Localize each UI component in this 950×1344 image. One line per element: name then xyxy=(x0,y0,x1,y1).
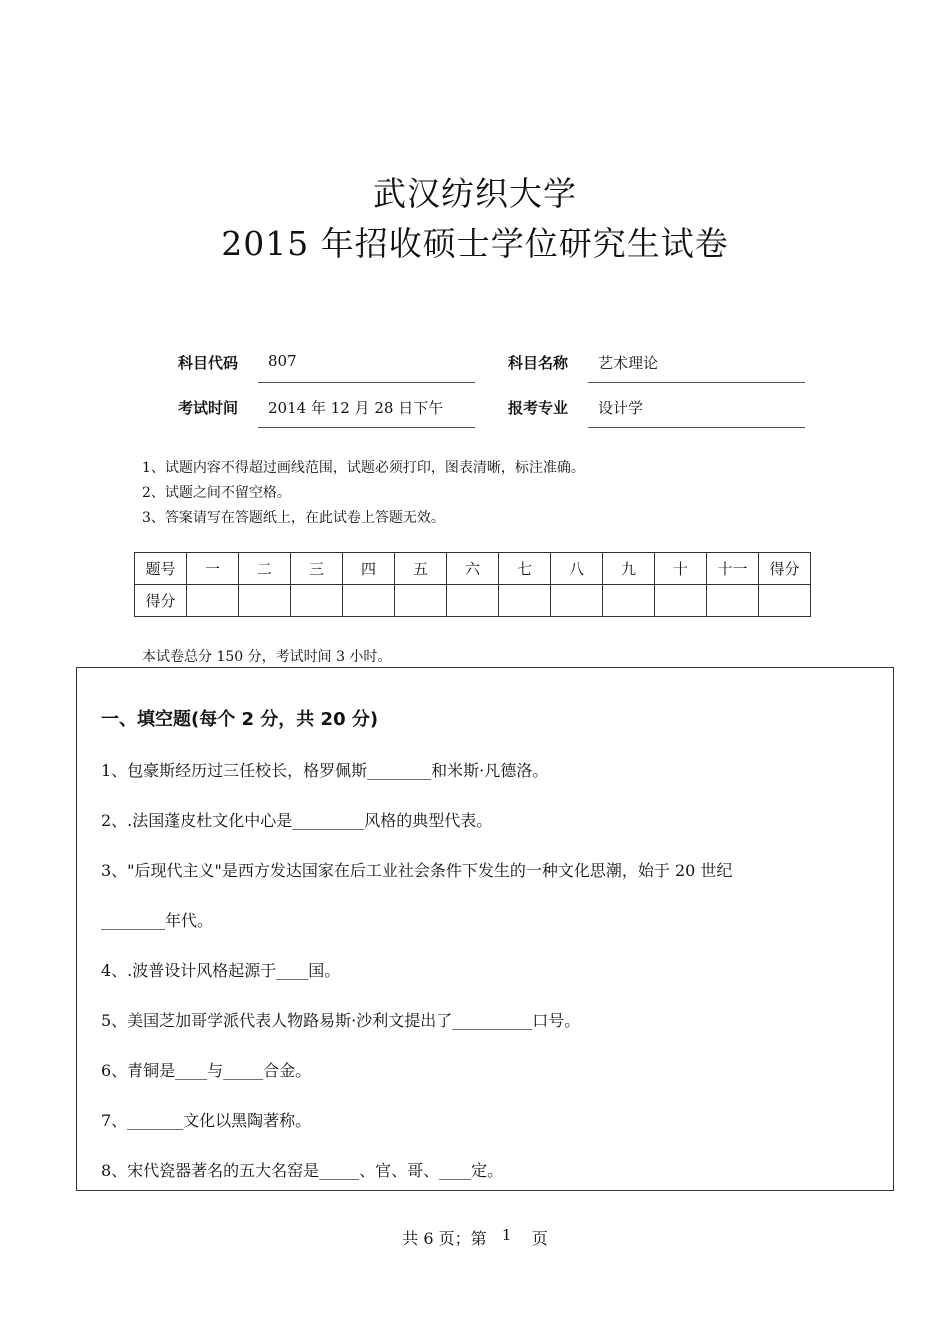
score-cell xyxy=(499,585,551,617)
exam-title: 2015 年招收硕士学位研究生试卷 xyxy=(221,224,729,263)
score-cell xyxy=(655,585,707,617)
score-table-score-row xyxy=(135,585,811,617)
score-cell xyxy=(603,585,655,617)
question-item: 1、包豪斯经历过三任校长，格罗佩斯________和米斯·凡德洛。 xyxy=(101,761,549,780)
question-item: 5、美国芝加哥学派代表人物路易斯·沙利文提出了__________口号。 xyxy=(101,1011,581,1030)
score-table-column: 三 xyxy=(291,553,343,585)
subject-code-label: 科目代码 xyxy=(178,354,239,372)
score-cell xyxy=(291,585,343,617)
score-cell xyxy=(187,585,239,617)
major-underline xyxy=(588,427,805,428)
section-heading: 一、填空题(每个 2 分，共 20 分) xyxy=(101,709,379,730)
exam-time-value: 2014 年 12 月 28 日下午 xyxy=(268,399,444,417)
score-table xyxy=(134,552,811,617)
note-item: 3、答案请写在答题纸上，在此试卷上答题无效。 xyxy=(142,510,445,526)
question-area xyxy=(76,667,894,1191)
score-table-column: 七 xyxy=(499,553,551,585)
major-value: 设计学 xyxy=(598,399,644,417)
score-table-column: 二 xyxy=(239,553,291,585)
score-table-column: 十 xyxy=(655,553,707,585)
score-table-column: 九 xyxy=(603,553,655,585)
score-table-column: 六 xyxy=(447,553,499,585)
page-footer xyxy=(0,1226,950,1249)
score-cell xyxy=(447,585,499,617)
exam-time-underline xyxy=(258,427,475,428)
score-table-header-label: 题号 xyxy=(135,553,187,585)
university-title: 武汉纺织大学 xyxy=(373,174,577,213)
score-table-header-row xyxy=(135,553,811,585)
question-item: 4、.波普设计风格起源于____国。 xyxy=(101,961,341,980)
total-score-note: 本试卷总分 150 分，考试时间 3 小时。 xyxy=(142,649,392,665)
subject-name-label: 科目名称 xyxy=(508,354,569,372)
score-cell xyxy=(343,585,395,617)
score-table-column: 一 xyxy=(187,553,239,585)
score-table-column: 八 xyxy=(551,553,603,585)
question-item: 3、"后现代主义"是西方发达国家在后工业社会条件下发生的一种文化思潮，始于 20 世纪 xyxy=(101,861,733,880)
score-cell xyxy=(239,585,291,617)
question-item: 6、青铜是____与_____合金。 xyxy=(101,1061,312,1080)
exam-notes xyxy=(142,456,585,531)
question-item: ________年代。 xyxy=(101,911,214,930)
score-cell xyxy=(759,585,811,617)
score-table-row-label: 得分 xyxy=(135,585,187,617)
subject-name-underline xyxy=(588,382,805,383)
subject-code-underline xyxy=(258,382,475,383)
note-item: 2、试题之间不留空格。 xyxy=(142,485,291,501)
score-cell xyxy=(395,585,447,617)
footer-prefix: 共 6 页；第 xyxy=(402,1229,487,1248)
score-table-column: 四 xyxy=(343,553,395,585)
footer-suffix: 页 xyxy=(531,1229,548,1248)
note-item: 1、试题内容不得超过画线范围，试题必须打印，图表清晰，标注准确。 xyxy=(142,460,585,476)
question-item: 8、宋代瓷器著名的五大名窑是_____、官、哥、____定。 xyxy=(101,1161,504,1180)
question-item: 7、_______文化以黑陶著称。 xyxy=(101,1111,312,1130)
score-table-column: 五 xyxy=(395,553,447,585)
major-label: 报考专业 xyxy=(508,399,569,417)
question-item: 2、.法国蓬皮杜文化中心是_________风格的典型代表。 xyxy=(101,811,493,830)
score-table-column: 十一 xyxy=(707,553,759,585)
exam-time-label: 考试时间 xyxy=(178,399,239,417)
subject-code-value: 807 xyxy=(268,352,297,370)
score-cell xyxy=(551,585,603,617)
subject-name-value: 艺术理论 xyxy=(598,354,659,372)
page-number: 1 xyxy=(501,1226,512,1244)
score-cell xyxy=(707,585,759,617)
score-table-column: 得分 xyxy=(759,553,811,585)
